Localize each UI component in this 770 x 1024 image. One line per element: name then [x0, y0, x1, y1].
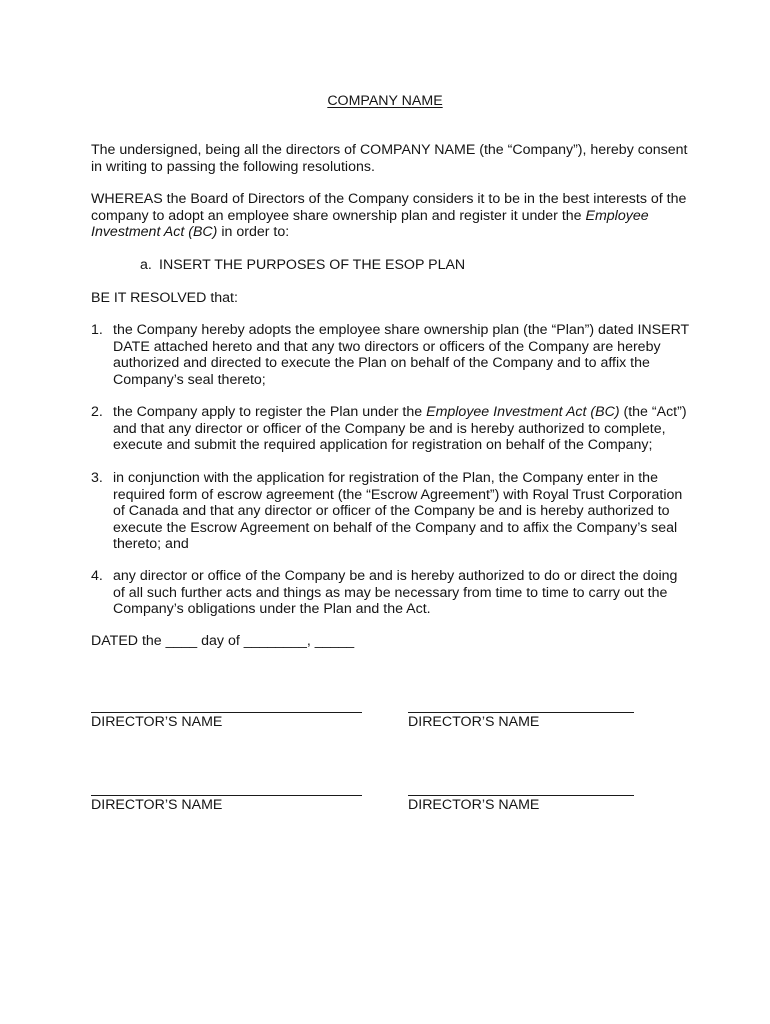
intro-paragraph: The undersigned, being all the directors of COMPANY NAME (the “Company”), hereby consent in writing to passing the following resolutions.: [91, 142, 688, 175]
purpose-item: [140, 257, 465, 274]
resolution-number: 4.: [91, 568, 103, 584]
signature-label: DIRECTOR’S NAME: [408, 714, 540, 730]
resolution-item: [91, 470, 691, 553]
purpose-text: INSERT THE PURPOSES OF THE ESOP PLAN: [159, 257, 466, 273]
resolution-text-before: the Company apply to register the Plan under the: [113, 404, 427, 420]
whereas-text-before: WHEREAS the Board of Directors of the Company considers it to be in the best interests of the company to adopt an employee share ownership plan and register it under the: [91, 191, 687, 224]
whereas-text-after: in order to:: [217, 224, 290, 240]
resolution-text-after: (the “Act”) and that any director or officer of the Company be and is hereby authorized to complete, execute and submit the required application for registration on behalf of the Company;: [113, 404, 687, 453]
resolution-item: [91, 568, 691, 618]
resolution-text: [113, 404, 691, 454]
document-title: COMPANY NAME: [327, 93, 443, 109]
resolution-text: any director or office of the Company be and is hereby authorized to do or direct the doing of all such further acts and things as may be necessary from time to time to carry out the Company’s obligations under the Plan and the Act.: [113, 568, 678, 617]
resolution-text: in conjunction with the application for registration of the Plan, the Company enter in the required form of escrow agreement (the “Escrow Agreement”) with Royal Trust Corporation of Canada and that any director or officer of the Company be and is hereby authorized to execute the Escrow Agreement on behalf of the Company and to affix the Company’s seal thereto; and: [113, 470, 683, 552]
resolution-number: 2.: [91, 404, 103, 420]
resolution-item: [91, 404, 691, 454]
whereas-paragraph: [91, 191, 691, 241]
signature-label: DIRECTOR’S NAME: [91, 714, 223, 730]
resolution-number: 1.: [91, 322, 103, 338]
signature-line: [408, 712, 634, 713]
signature-line: [408, 795, 634, 796]
signature-label: DIRECTOR’S NAME: [91, 797, 223, 813]
resolved-heading: BE IT RESOLVED that:: [91, 290, 238, 306]
resolution-text: the Company hereby adopts the employee share ownership plan (the “Plan”) dated INSERT DATE attached hereto and that any two directors or officers of the Company are hereby authorized and directed to execute the Plan on behalf of the Company and to affix the Company’s seal thereto;: [113, 322, 689, 388]
resolution-act-name: Employee Investment Act (BC): [426, 404, 620, 420]
purpose-marker: a.: [140, 257, 152, 273]
resolution-item: [91, 322, 691, 388]
signature-line: [91, 795, 362, 796]
whereas-act-name: Employee Investment Act (BC): [91, 207, 649, 240]
signature-label: DIRECTOR’S NAME: [408, 797, 540, 813]
signature-line: [91, 712, 362, 713]
dated-line: DATED the ____ day of ________, _____: [91, 633, 355, 649]
resolution-number: 3.: [91, 470, 103, 486]
